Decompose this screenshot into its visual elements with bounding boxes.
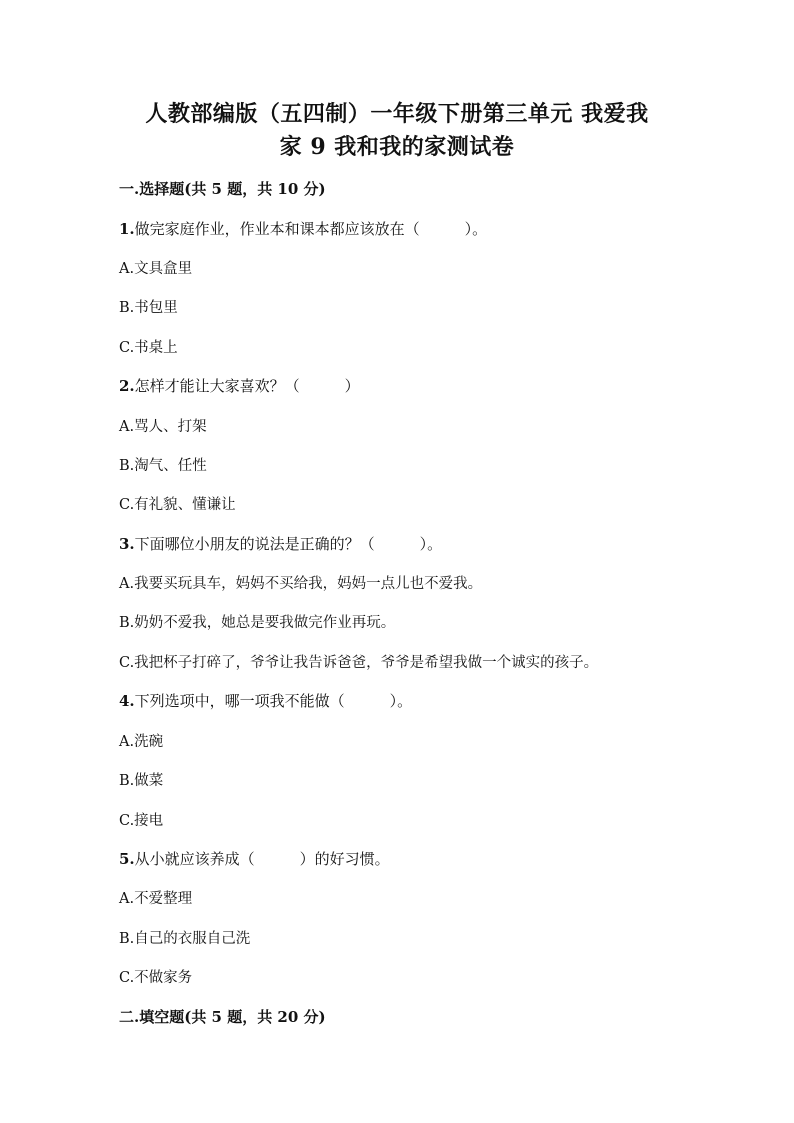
section-heading-choice: 一.选择题(共 5 题，共 10 分) <box>119 180 326 198</box>
question-5-option-c: C.不做家务 <box>119 970 193 986</box>
question-4 <box>119 690 412 711</box>
page-title-line-2: 家 9 我和我的家测试卷 <box>279 134 515 160</box>
question-1-option-c: C.书桌上 <box>119 340 178 356</box>
question-number: 4. <box>119 692 135 710</box>
question-text: 下列选项中，哪一项我不能做（ ）。 <box>134 692 413 710</box>
question-5-option-a: A.不爱整理 <box>119 891 193 907</box>
question-3-option-b: B.奶奶不爱我，她总是要我做完作业再玩。 <box>119 615 396 631</box>
question-1-option-a: A.文具盒里 <box>119 261 193 277</box>
question-text: 从小就应该养成（ ）的好习惯。 <box>134 850 390 868</box>
question-text: 做完家庭作业，作业本和课本都应该放在（ ）。 <box>134 220 488 238</box>
question-4-option-c: C.接电 <box>119 813 164 829</box>
question-text: 怎样才能让大家喜欢？（ ） <box>134 377 360 395</box>
question-number: 3. <box>119 535 135 553</box>
question-4-option-a: A.洗碗 <box>119 734 164 750</box>
question-3 <box>119 533 442 554</box>
question-1-option-b: B.书包里 <box>119 300 178 316</box>
question-number: 2. <box>119 377 135 395</box>
question-1 <box>119 218 487 239</box>
question-number: 1. <box>119 220 135 238</box>
question-5 <box>119 848 390 869</box>
question-3-option-a: A.我要买玩具车，妈妈不买给我，妈妈一点儿也不爱我。 <box>119 576 483 592</box>
question-2 <box>119 375 360 396</box>
question-2-option-a: A.骂人、打架 <box>119 419 207 435</box>
question-4-option-b: B.做菜 <box>119 773 164 789</box>
question-number: 5. <box>119 850 135 868</box>
page-title-line-1: 人教部编版（五四制）一年级下册第三单元 我爱我 <box>145 101 649 127</box>
question-2-option-c: C.有礼貌、懂谦让 <box>119 497 236 513</box>
question-text: 下面哪位小朋友的说法是正确的？（ ）。 <box>134 535 443 553</box>
question-5-option-b: B.自己的衣服自己洗 <box>119 931 251 947</box>
section-heading-fill-in: 二.填空题(共 5 题，共 20 分) <box>119 1008 326 1026</box>
question-3-option-c: C.我把杯子打碎了，爷爷让我告诉爸爸，爷爷是希望我做一个诚实的孩子。 <box>119 655 599 671</box>
question-2-option-b: B.淘气、任性 <box>119 458 207 474</box>
